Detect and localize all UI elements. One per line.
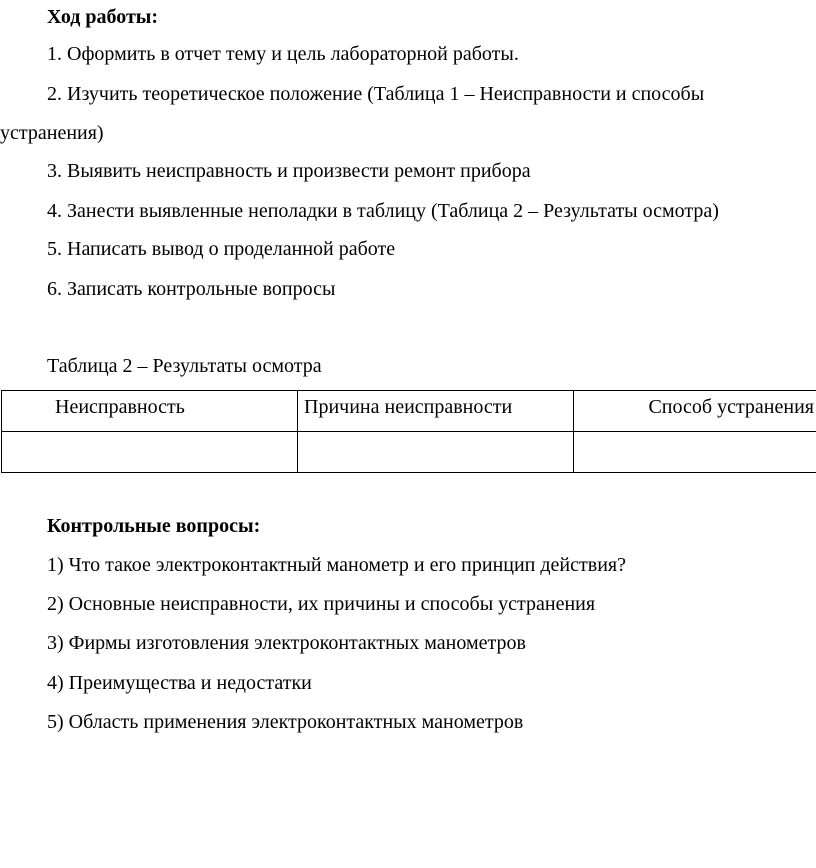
table-cell-cause <box>298 432 574 473</box>
question-1: 1) Что такое электроконтактный манометр и его принцип действия? <box>47 554 626 576</box>
header-cause: Причина неисправности <box>298 391 574 432</box>
question-2: 2) Основные неисправности, их причины и способы устранения <box>47 593 596 615</box>
work-step-3: 3. Выявить неисправность и произвести ремонт прибора <box>47 160 531 182</box>
work-step-2: 2. Изучить теоретическое положение (Таблица 1 – Неисправности и способы <box>47 83 705 105</box>
work-heading: Ход работы: <box>47 6 159 28</box>
table-cell-fault <box>2 432 298 473</box>
header-remedy: Способ устранения <box>574 391 816 432</box>
table-caption: Таблица 2 – Результаты осмотра <box>47 355 322 377</box>
question-4: 4) Преимущества и недостатки <box>47 672 312 694</box>
question-5: 5) Область применения электроконтактных манометров <box>47 711 524 733</box>
results-table <box>1 390 816 473</box>
header-fault: Неисправность <box>2 391 298 432</box>
question-3: 3) Фирмы изготовления электроконтактных манометров <box>47 632 526 654</box>
questions-heading: Контрольные вопросы: <box>47 515 261 537</box>
work-step-5: 5. Написать вывод о проделанной работе <box>47 238 396 260</box>
work-step-1: 1. Оформить в отчет тему и цель лабораторной работы. <box>47 43 519 65</box>
work-step-6: 6. Записать контрольные вопросы <box>47 278 336 300</box>
work-step-2-continuation: устранения) <box>0 122 104 144</box>
table-header-row <box>2 391 816 432</box>
table-row <box>2 432 816 473</box>
table-cell-remedy <box>574 432 816 473</box>
work-step-4: 4. Занести выявленные неполадки в таблицу (Таблица 2 – Результаты осмотра) <box>47 200 719 222</box>
